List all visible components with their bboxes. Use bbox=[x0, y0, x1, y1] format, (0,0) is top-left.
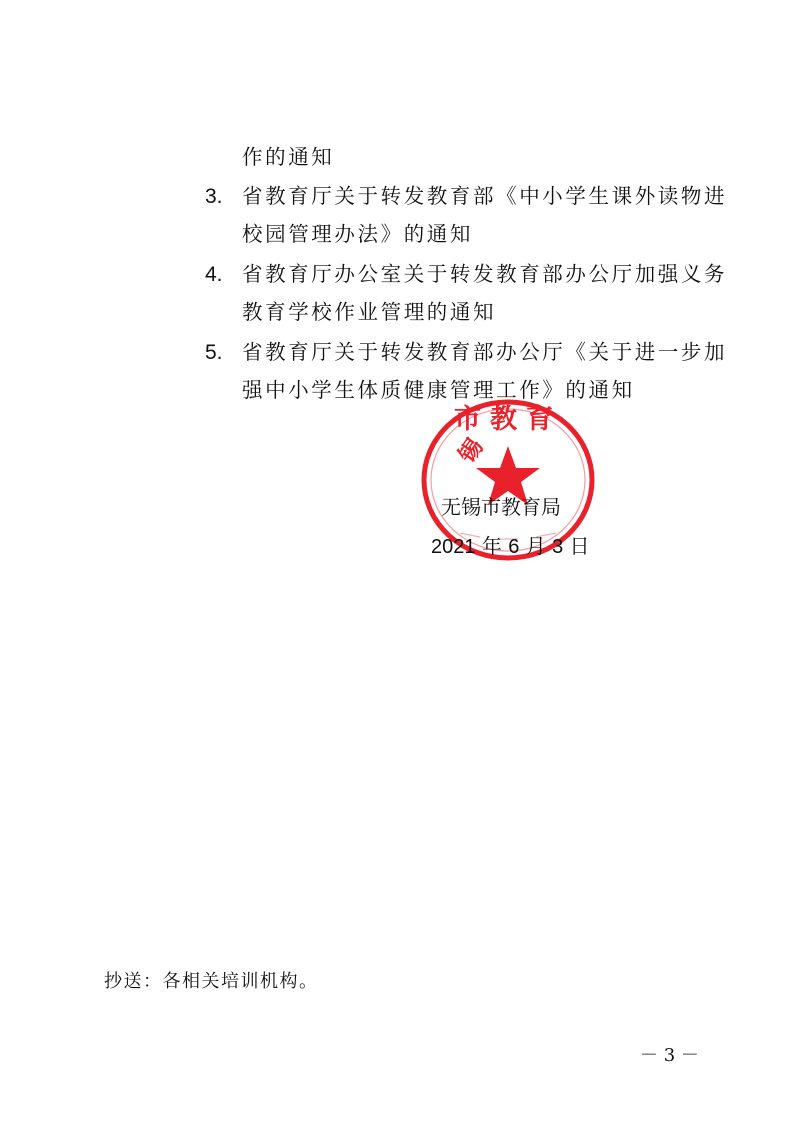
date-month-unit: 月 bbox=[525, 534, 546, 558]
list-item-5-line2: 强中小学生体质健康管理工作》的通知 bbox=[242, 378, 635, 402]
seal-char-xi: 锡 bbox=[454, 434, 489, 469]
date-day-unit: 日 bbox=[569, 534, 590, 558]
list-item-2-continuation: 作的通知 bbox=[242, 145, 335, 169]
date-year: 2021 bbox=[431, 536, 476, 558]
signature-org: 无锡市教育局 bbox=[441, 495, 561, 519]
date-month: 6 bbox=[508, 536, 520, 558]
list-item-4-number: 4. bbox=[205, 263, 223, 286]
list-item-4-line1: 省教育厅办公室关于转发教育部办公厅加强义务 bbox=[242, 262, 728, 286]
cc-recipients: 各相关培训机构。 bbox=[162, 971, 319, 992]
page-number: － 3 － bbox=[640, 1045, 699, 1066]
list-item-3-line2: 校园管理办法》的通知 bbox=[242, 222, 473, 246]
list-item-3-line1: 省教育厅关于转发教育部《中小学生课外读物进 bbox=[242, 184, 728, 208]
cc-label: 抄送： bbox=[104, 971, 163, 992]
seal-arc-text: 市教育 bbox=[454, 404, 562, 435]
date-year-unit: 年 bbox=[481, 534, 502, 558]
list-item-5-number: 5. bbox=[205, 341, 223, 364]
list-item-3-number: 3. bbox=[205, 185, 223, 208]
date-day: 3 bbox=[552, 536, 564, 558]
list-item-5-line1: 省教育厅关于转发教育部办公厅《关于进一步加 bbox=[242, 340, 728, 364]
cc-line bbox=[104, 973, 319, 991]
signature-date bbox=[431, 536, 590, 557]
list-item-4-line2: 教育学校作业管理的通知 bbox=[242, 300, 497, 324]
